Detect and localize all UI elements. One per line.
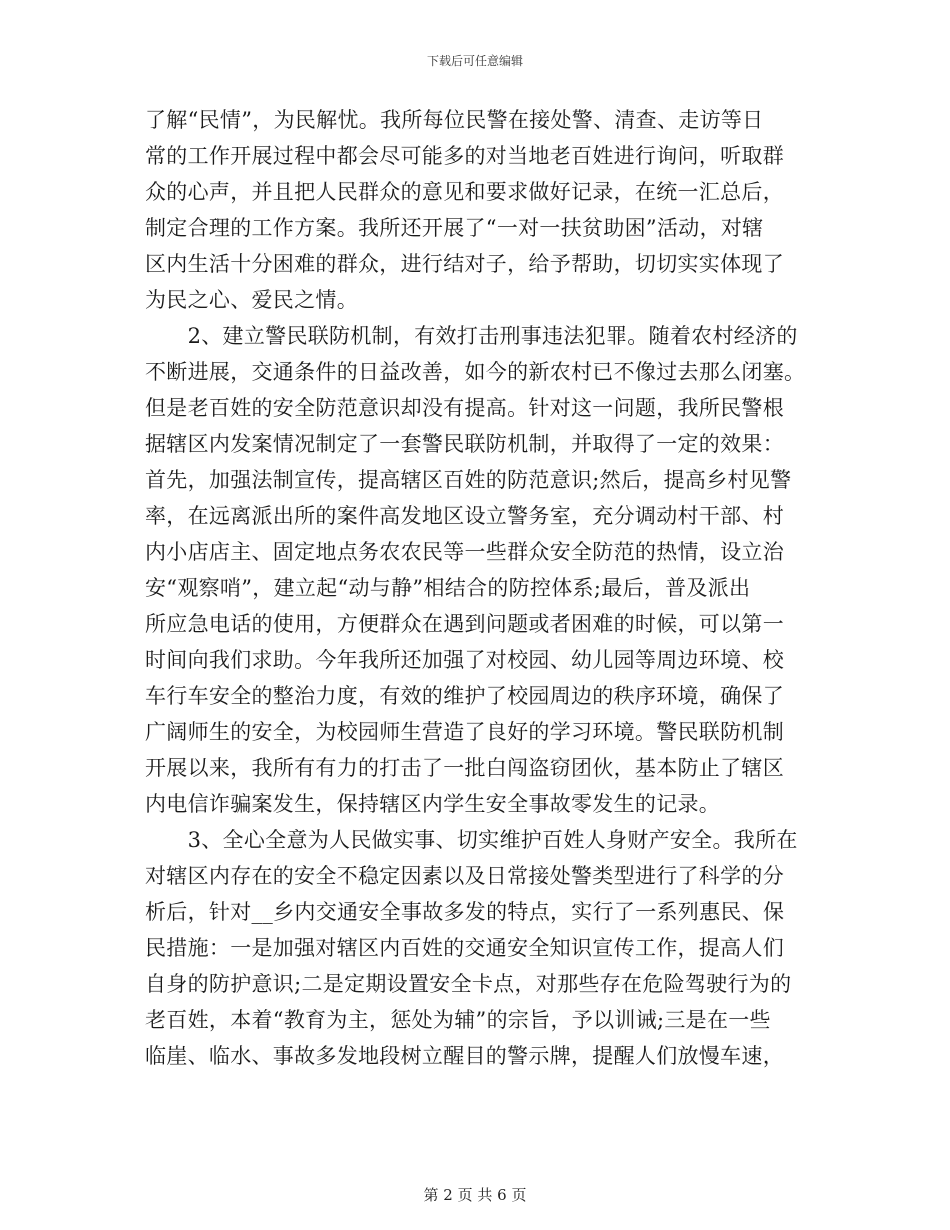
text-line: 但是老百姓的安全防范意识却没有提高。针对这一问题，我所民警根 xyxy=(145,396,784,420)
text-line: 车行车安全的整治力度，有效的维护了校园周边的秩序环境，确保了 xyxy=(145,684,784,708)
text-line: 内小店店主、固定地点务农农民等一些群众安全防范的热情，设立治 xyxy=(145,540,784,564)
text-line: 临崖、临水、事故多发地段树立醒目的警示牌，提醒人们放慢车速， xyxy=(145,1044,784,1068)
text-line: 不断进展，交通条件的日益改善，如今的新农村已不像过去那么闭塞。 xyxy=(145,360,806,384)
text-line: 安“观察哨”，建立起“动与静”相结合的防控体系;最后，普及派出 xyxy=(145,576,751,600)
text-line: 对辖区内存在的安全不稳定因素以及日常接处警类型进行了科学的分 xyxy=(145,864,784,888)
text-line: 区内生活十分困难的群众，进行结对子，给予帮助，切切实实体现了 xyxy=(145,252,784,276)
text-line: 据辖区内发案情况制定了一套警民联防机制，并取得了一定的效果： xyxy=(145,432,784,456)
text-line: 为民之心、爱民之情。 xyxy=(145,288,358,312)
text-line: 2、建立警民联防机制，有效打击刑事违法犯罪。随着农村经济的 xyxy=(145,324,798,348)
page-footer: 第 2 页 共 6 页 xyxy=(423,1186,527,1204)
text-line: 民措施：一是加强对辖区内百姓的交通安全知识宣传工作，提高人们 xyxy=(145,936,784,960)
text-line: 内电信诈骗案发生，保持辖区内学生安全事故零发生的记录。 xyxy=(145,792,721,816)
text-line: 制定合理的工作方案。我所还开展了“一对一扶贫助困”活动，对辖 xyxy=(145,216,764,240)
page-header: 下载后可任意编辑 xyxy=(426,54,523,68)
text-line: 了解“民情”，为民解忧。我所每位民警在接处警、清查、走访等日 xyxy=(145,108,764,132)
text-line: 析后，针对__乡内交通安全事故多发的特点，实行了一系列惠民、保 xyxy=(145,900,785,924)
text-line: 3、全心全意为人民做实事、切实维护百姓人身财产安全。我所在 xyxy=(145,828,798,852)
text-line: 老百姓，本着“教育为主，惩处为辅”的宗旨，予以训诫;三是在一些 xyxy=(145,1008,771,1032)
text-line: 首先，加强法制宣传，提高辖区百姓的防范意识;然后，提高乡村见警 xyxy=(145,468,792,492)
text-line: 开展以来，我所有有力的打击了一批白闯盗窃团伙，基本防止了辖区 xyxy=(145,756,784,780)
text-line: 率，在远离派出所的案件高发地区设立警务室，充分调动村干部、村 xyxy=(145,504,784,528)
text-line: 广阔师生的安全，为校园师生营造了良好的学习环境。警民联防机制 xyxy=(145,720,784,744)
text-line: 所应急电话的使用，方便群众在遇到问题或者困难的时候，可以第一 xyxy=(145,612,784,636)
text-line: 众的心声，并且把人民群众的意见和要求做好记录，在统一汇总后， xyxy=(145,180,784,204)
text-line: 常的工作开展过程中都会尽可能多的对当地老百姓进行询问，听取群 xyxy=(145,144,784,168)
text-line: 时间向我们求助。今年我所还加强了对校园、幼儿园等周边环境、校 xyxy=(145,648,784,672)
text-line: 自身的防护意识;二是定期设置安全卡点，对那些存在危险驾驶行为的 xyxy=(145,972,792,996)
body-text xyxy=(145,102,815,1074)
